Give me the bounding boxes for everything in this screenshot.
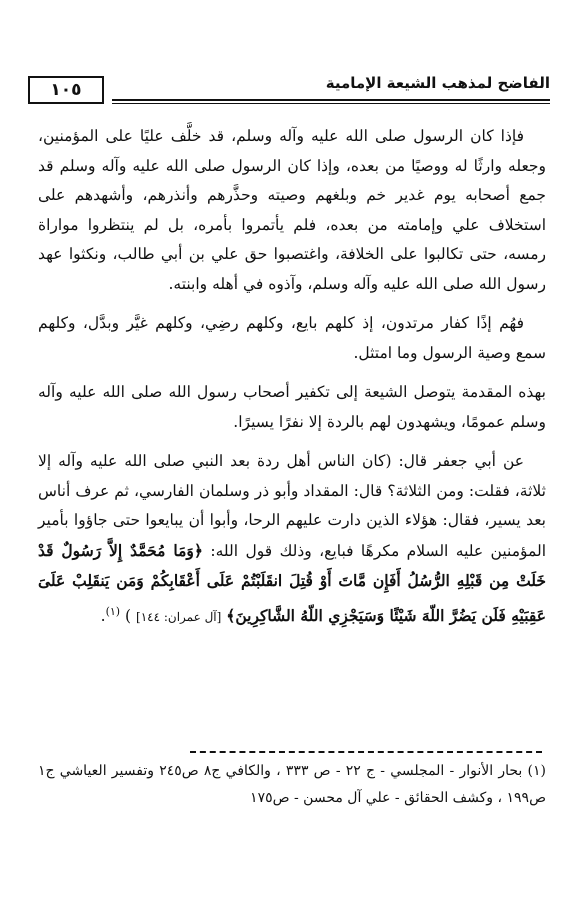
paragraph: عن أبي جعفر قال: (كان الناس أهل ردة بعد النبي صلى الله عليه وآله إلا ثلاثة، فقلت: ومن الثلاثة؟ قال: المقداد وأبو ذر وسلمان الفارسي، ثم عرف أناس بعد يسير، فقال: هؤلاء الذين دارت عليهم الرحا، وأبوا أن يبايعوا حتى جاؤوا بأمير المؤمنين عليه السلام مكرهًا فبايع، وذلك قول الله: ﴿وَمَا مُحَمَّدٌ إِلاَّ رَسُولٌ قَدْ خَلَتْ مِن قَبْلِهِ الرُّسُلُ أَفَإِن مَّاتَ أَوْ قُتِلَ انقَلَبْتُمْ عَلَى أَعْقَابِكُمْ وَمَن يَنقَلِبْ عَلَىَ عَقِبَيْهِ فَلَن يَضُرَّ اللّهَ شَيْئًا وَسَيَجْزِي اللّهُ الشَّاكِرِينَ﴾ [آل عمران: ١٤٤] ) $^{(١)}$. [38,452,546,625]
paragraph: بهذه المقدمة يتوصل الشيعة إلى تكفير أصحاب رسول الله صلى الله عليه وآله وسلم عمومًا، ويشهدون لهم بالردة إلا نفرًا يسيرًا. [38,383,546,431]
paragraph: فإذا كان الرسول صلى الله عليه وآله وسلم، قد خلَّف عليًا على المؤمنين، وجعله وارثًا له ووصيًا من بعده، وإذا كان الرسول صلى الله عليه وآله وسلم قد جمع أصحابه يوم غدير خم وبلغهم وصيته وحذَّرهم وأنذرهم، وأشهدهم على استخلاف علي وإمامته من بعده، فلم يأتمروا بأمره، بل لم ينتظروا مواراة رمسه، حتى تكالبوا على الخلافة، واغتصبوا حق علي بن أبي طالب، ونكثوا عهد رسول الله صلى الله عليه وآله وسلم، وآذوه في أهله وابنته. [38,127,546,293]
hadith-text: عن أبي جعفر قال: (كان الناس أهل ردة بعد النبي صلى الله عليه وآله إلا ثلاثة، فقلت: ومن الثلاثة؟ قال: المقداد وأبو ذر وسلمان الفارسي، ثم عرف أناس بعد يسير، فقال: هؤلاء الذين دارت عليهم الرحا، وأبوا أن يبايعوا حتى جاؤوا بأمير المؤمنين عليه السلام مكرهًا فبايع، وذلك قول الله: [38,452,546,560]
footnote: (١) بحار الأنوار - المجلسي - ج ٢٢ - ص ٣٣٣ ، والكافي ج٨ ص٢٤٥ وتفسير العياشي ج١ ص١٩٩ ، وكشف الحقائق - علي آل محسن - ص١٧٥ [38,763,546,806]
page-number: ١٠٥ [28,76,104,104]
page-header [28,72,550,108]
main-text [38,122,546,642]
running-title: الفاضح لمذهب الشيعة الإمامية [325,74,550,92]
quran-verse: ﴿وَمَا مُحَمَّدٌ إِلاَّ رَسُولٌ قَدْ خَلَتْ مِن قَبْلِهِ الرُّسُلُ أَفَإِن مَّاتَ أَوْ قُتِلَ انقَلَبْتُمْ عَلَى أَعْقَابِكُمْ وَمَن يَنقَلِبْ عَلَىَ عَقِبَيْهِ فَلَن يَضُرَّ اللّهَ شَيْئًا وَسَيَجْزِي اللّهُ الشَّاكِرِينَ﴾ [38,540,546,625]
header-rule-thin [112,103,550,104]
footnote-separator [190,751,542,753]
sura-reference: [آل عمران: ١٤٤] [136,609,222,624]
footnote-marker: (١) [105,604,121,618]
header-rule [112,99,550,101]
closing-paren: ) [125,606,132,625]
paragraph: فهُم إذًا كفار مرتدون، إذ كلهم بايع، وكلهم رضِي، وكلهم غيَّر وبدَّل، وكلهم سمع وصية الرسول وما امتثل. [38,314,546,362]
